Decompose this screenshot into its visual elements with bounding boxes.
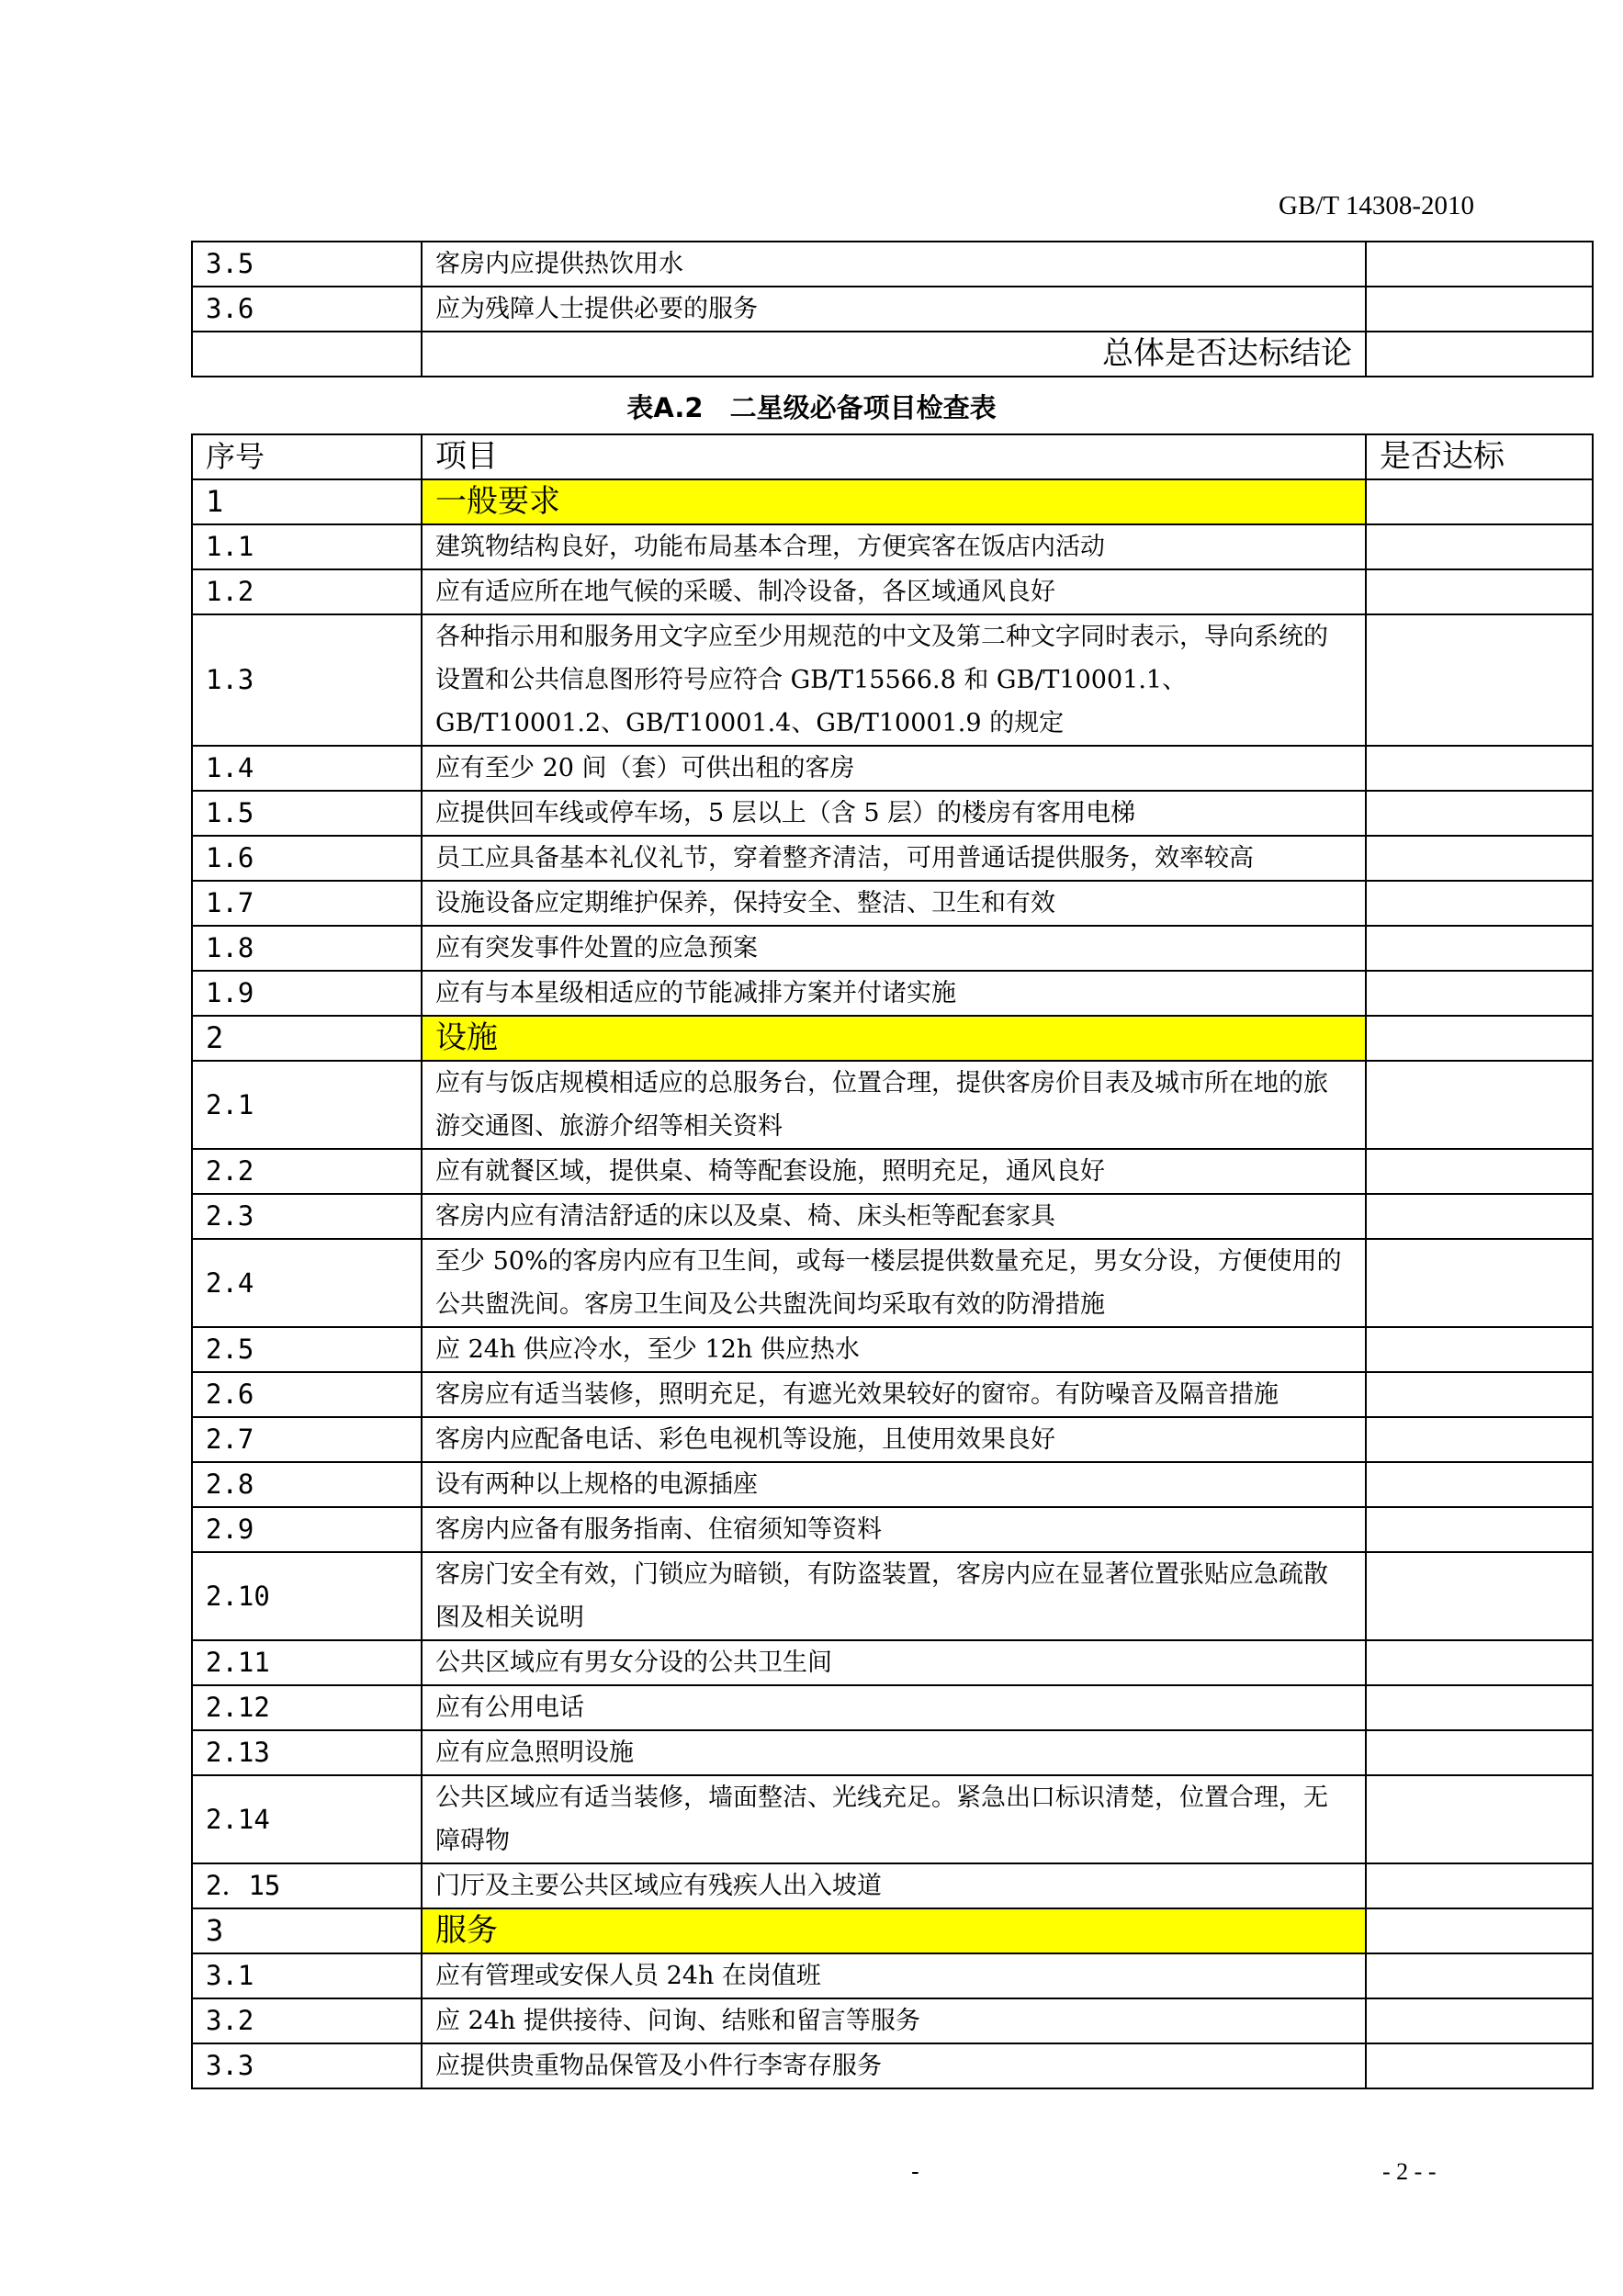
compliance-cell[interactable] xyxy=(1366,1640,1593,1685)
table-row xyxy=(192,1061,1593,1149)
row-number: 2.11 xyxy=(192,1640,422,1685)
compliance-cell[interactable] xyxy=(1366,1775,1593,1863)
header-compliance: 是否达标 xyxy=(1366,434,1593,479)
compliance-cell[interactable] xyxy=(1366,1863,1593,1908)
row-number: 1.2 xyxy=(192,569,422,614)
table-row xyxy=(192,569,1593,614)
row-number: 2.6 xyxy=(192,1372,422,1417)
compliance-cell[interactable] xyxy=(1366,1372,1593,1417)
row-requirement: 至少 50%的客房内应有卫生间，或每一楼层提供数量充足，男女分设，方便使用的公共盥洗间。客房卫生间及公共盥洗间均采取有效的防滑措施 xyxy=(422,1239,1366,1327)
row-requirement: 应提供贵重物品保管及小件行李寄存服务 xyxy=(422,2043,1366,2088)
compliance-cell[interactable] xyxy=(1366,1998,1593,2043)
table-row xyxy=(192,1372,1593,1417)
row-number: 1.5 xyxy=(192,791,422,836)
compliance-cell[interactable] xyxy=(1366,1016,1593,1061)
compliance-cell[interactable] xyxy=(1366,524,1593,569)
table-row xyxy=(192,1507,1593,1552)
compliance-cell[interactable] xyxy=(1366,1908,1593,1953)
compliance-cell[interactable] xyxy=(1366,569,1593,614)
row-number: 1.3 xyxy=(192,614,422,746)
table-row xyxy=(192,1239,1593,1327)
section-title: 一般要求 xyxy=(422,479,1366,524)
row-requirement: 应有适应所在地气候的采暖、制冷设备，各区域通风良好 xyxy=(422,569,1366,614)
row-requirement: 客房内应有清洁舒适的床以及桌、椅、床头柜等配套家具 xyxy=(422,1194,1366,1239)
row-number: 1.8 xyxy=(192,926,422,971)
row-requirement: 应提供回车线或停车场，5 层以上（含 5 层）的楼房有客用电梯 xyxy=(422,791,1366,836)
row-requirement: 客房内应提供热饮用水 xyxy=(422,242,1366,287)
table-row xyxy=(192,926,1593,971)
row-number: 1 xyxy=(192,479,422,524)
compliance-cell[interactable] xyxy=(1366,242,1593,287)
row-number: 2 xyxy=(192,1016,422,1061)
row-requirement: 员工应具备基本礼仪礼节，穿着整齐清洁，可用普通话提供服务，效率较高 xyxy=(422,836,1366,881)
conclusion-row xyxy=(192,332,1593,377)
row-requirement: 客房应有适当装修，照明充足，有遮光效果较好的窗帘。有防噪音及隔音措施 xyxy=(422,1372,1366,1417)
table-header-row xyxy=(192,434,1593,479)
row-requirement: 公共区域应有适当装修，墙面整洁、光线充足。紧急出口标识清楚，位置合理，无障碍物 xyxy=(422,1775,1366,1863)
compliance-cell[interactable] xyxy=(1366,1194,1593,1239)
row-number: 2.2 xyxy=(192,1149,422,1194)
compliance-cell[interactable] xyxy=(1366,1685,1593,1730)
row-requirement: 应有与本星级相适应的节能减排方案并付诸实施 xyxy=(422,971,1366,1016)
compliance-cell[interactable] xyxy=(1366,1417,1593,1462)
row-number: 1.4 xyxy=(192,746,422,791)
table-row xyxy=(192,2043,1593,2088)
row-number: 1.7 xyxy=(192,881,422,926)
row-requirement: 门厅及主要公共区域应有残疾人出入坡道 xyxy=(422,1863,1366,1908)
table-a2-body xyxy=(192,434,1593,2088)
compliance-cell[interactable] xyxy=(1366,1953,1593,1998)
row-number: 2.13 xyxy=(192,1730,422,1775)
overall-compliance-cell[interactable] xyxy=(1366,332,1593,377)
row-requirement: 应有管理或安保人员 24h 在岗值班 xyxy=(422,1953,1366,1998)
row-number: 3.6 xyxy=(192,287,422,332)
overall-conclusion-label: 总体是否达标结论 xyxy=(422,332,1366,377)
compliance-cell[interactable] xyxy=(1366,287,1593,332)
compliance-cell[interactable] xyxy=(1366,1327,1593,1372)
table-a1-body xyxy=(192,242,1593,377)
row-number: 2．15 xyxy=(192,1863,422,1908)
compliance-cell[interactable] xyxy=(1366,1507,1593,1552)
table-row xyxy=(192,524,1593,569)
table-row xyxy=(192,1953,1593,1998)
row-number: 2.10 xyxy=(192,1552,422,1640)
row-requirement: 应 24h 供应冷水，至少 12h 供应热水 xyxy=(422,1327,1366,1372)
compliance-cell[interactable] xyxy=(1366,1239,1593,1327)
row-number: 3.2 xyxy=(192,1998,422,2043)
compliance-cell[interactable] xyxy=(1366,1462,1593,1507)
compliance-cell[interactable] xyxy=(1366,791,1593,836)
table-row xyxy=(192,1998,1593,2043)
row-number: 2.4 xyxy=(192,1239,422,1327)
table-row xyxy=(192,1552,1593,1640)
row-requirement: 客房门安全有效，门锁应为暗锁，有防盗装置，客房内应在显著位置张贴应急疏散图及相关说明 xyxy=(422,1552,1366,1640)
table-row xyxy=(192,971,1593,1016)
row-requirement: 建筑物结构良好，功能布局基本合理，方便宾客在饭店内活动 xyxy=(422,524,1366,569)
table-a1-continuation xyxy=(191,241,1594,377)
table-caption: 表A.2 二星级必备项目检查表 xyxy=(626,392,997,423)
table-row xyxy=(192,746,1593,791)
header-item: 项目 xyxy=(422,434,1366,479)
table-row xyxy=(192,1194,1593,1239)
table-row xyxy=(192,791,1593,836)
table-row xyxy=(192,287,1593,332)
row-requirement: 应有应急照明设施 xyxy=(422,1730,1366,1775)
row-number: 2.8 xyxy=(192,1462,422,1507)
row-number: 2.7 xyxy=(192,1417,422,1462)
compliance-cell[interactable] xyxy=(1366,479,1593,524)
table-row xyxy=(192,1863,1593,1908)
row-requirement: 公共区域应有男女分设的公共卫生间 xyxy=(422,1640,1366,1685)
compliance-cell[interactable] xyxy=(1366,1552,1593,1640)
table-row xyxy=(192,1462,1593,1507)
row-number: 2.3 xyxy=(192,1194,422,1239)
compliance-cell[interactable] xyxy=(1366,926,1593,971)
table-row xyxy=(192,1417,1593,1462)
row-requirement: 应为残障人士提供必要的服务 xyxy=(422,287,1366,332)
section-row xyxy=(192,479,1593,524)
compliance-cell[interactable] xyxy=(1366,836,1593,881)
table-row xyxy=(192,881,1593,926)
table-row xyxy=(192,1685,1593,1730)
row-requirement: 应有至少 20 间（套）可供出租的客房 xyxy=(422,746,1366,791)
compliance-cell[interactable] xyxy=(1366,746,1593,791)
section-row xyxy=(192,1016,1593,1061)
table-row xyxy=(192,1149,1593,1194)
row-number: 3 xyxy=(192,1908,422,1953)
row-requirement: 设施设备应定期维护保养，保持安全、整洁、卫生和有效 xyxy=(422,881,1366,926)
row-requirement: 客房内应备有服务指南、住宿须知等资料 xyxy=(422,1507,1366,1552)
table-row xyxy=(192,242,1593,287)
table-row xyxy=(192,1327,1593,1372)
row-number: 2.9 xyxy=(192,1507,422,1552)
section-title: 服务 xyxy=(422,1908,1366,1953)
compliance-cell[interactable] xyxy=(1366,1730,1593,1775)
row-number: 2.1 xyxy=(192,1061,422,1149)
page-number: - 2 - - xyxy=(1382,2158,1437,2185)
row-number: 3.5 xyxy=(192,242,422,287)
row-number: 2.5 xyxy=(192,1327,422,1372)
row-number: 1.6 xyxy=(192,836,422,881)
row-requirement: 应有与饭店规模相适应的总服务台，位置合理，提供客房价目表及城市所在地的旅游交通图、旅游介绍等相关资料 xyxy=(422,1061,1366,1149)
empty-cell xyxy=(192,332,422,377)
row-requirement: 应 24h 提供接待、问询、结账和留言等服务 xyxy=(422,1998,1366,2043)
standard-number: GB/T 14308-2010 xyxy=(1279,191,1474,220)
row-requirement: 各种指示用和服务用文字应至少用规范的中文及第二种文字同时表示，导向系统的设置和公共信息图形符号应符合 GB/T15566.8 和 GB/T10001.1、GB/T10001.2、GB/T10001.4、GB/T10001.9 的规定 xyxy=(422,614,1366,746)
compliance-cell[interactable] xyxy=(1366,881,1593,926)
row-requirement: 应有突发事件处置的应急预案 xyxy=(422,926,1366,971)
row-requirement: 应有公用电话 xyxy=(422,1685,1366,1730)
table-row xyxy=(192,614,1593,746)
compliance-cell[interactable] xyxy=(1366,1149,1593,1194)
row-number: 2.14 xyxy=(192,1775,422,1863)
table-row xyxy=(192,1775,1593,1863)
compliance-cell[interactable] xyxy=(1366,614,1593,746)
header-number: 序号 xyxy=(192,434,422,479)
table-row xyxy=(192,836,1593,881)
section-row xyxy=(192,1908,1593,1953)
row-number: 2.12 xyxy=(192,1685,422,1730)
row-requirement: 客房内应配备电话、彩色电视机等设施，且使用效果良好 xyxy=(422,1417,1366,1462)
compliance-cell[interactable] xyxy=(1366,971,1593,1016)
row-number: 3.3 xyxy=(192,2043,422,2088)
row-number: 1.1 xyxy=(192,524,422,569)
section-title: 设施 xyxy=(422,1016,1366,1061)
table-a2-checklist xyxy=(191,433,1594,2089)
row-requirement: 设有两种以上规格的电源插座 xyxy=(422,1462,1366,1507)
compliance-cell[interactable] xyxy=(1366,2043,1593,2088)
compliance-cell[interactable] xyxy=(1366,1061,1593,1149)
row-number: 1.9 xyxy=(192,971,422,1016)
row-number: 3.1 xyxy=(192,1953,422,1998)
footer-dash: - xyxy=(911,2158,919,2186)
row-requirement: 应有就餐区域，提供桌、椅等配套设施，照明充足，通风良好 xyxy=(422,1149,1366,1194)
table-row xyxy=(192,1640,1593,1685)
table-row xyxy=(192,1730,1593,1775)
